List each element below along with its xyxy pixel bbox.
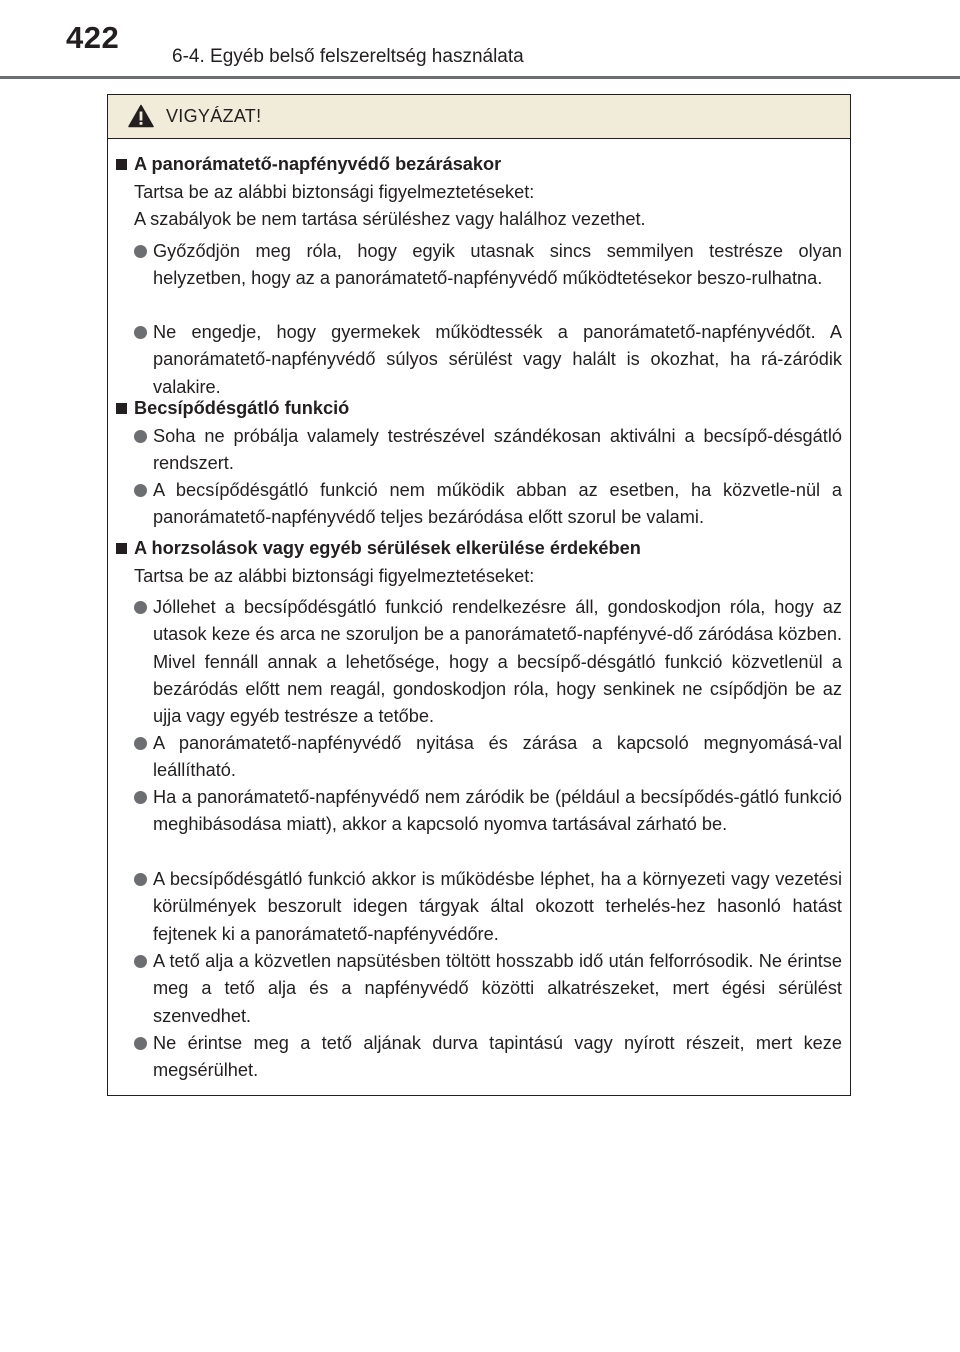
caution-box (107, 94, 851, 1096)
section-title: 6-4. Egyéb belső felszereltség használata (172, 46, 524, 67)
list-item: Ne érintse meg a tető aljának durva tapintású vagy nyírott részeit, mert keze megsérülhet. (134, 1030, 842, 1085)
list-item: A becsípődésgátló funkció nem működik abban az esetben, ha közvetle-nül a panorámatető-napfényvédő teljes bezáródása előtt szorul be valami. (134, 477, 842, 532)
list-item: Ne engedje, hogy gyermekek működtessék a panorámatető-napfényvédőt. A panorámatető-napfényvédő súlyos sérülést vagy halált is okozhat, ha rá-záródik valakire. (134, 319, 842, 401)
section-intro: Tartsa be az alábbi biztonsági figyelmeztetéseket: A szabályok be nem tartása sérüléshez vagy halálhoz vezethet. (134, 182, 646, 230)
bullet-dot-icon (134, 245, 147, 258)
list-item: A panorámatető-napfényvédő nyitása és zárása a kapcsoló megnyomásá-val leállítható. (134, 730, 842, 785)
bullet-dot-icon (134, 1037, 147, 1050)
page-header (0, 0, 960, 80)
bullet-dot-icon (134, 873, 147, 886)
square-bullet-icon (116, 159, 127, 170)
square-bullet-icon (116, 403, 127, 414)
section-heading: A panorámatető-napfényvédő bezárásakor (116, 154, 501, 175)
section-heading: Becsípődésgátló funkció (116, 398, 349, 419)
list-item: A becsípődésgátló funkció akkor is működésbe léphet, ha a környezeti vagy vezetési körülmények beszorult idegen tárgyak által okozott terhelés-hez hasonló hatást fejtenek ki a panorámatető-napfényvédőre. (134, 866, 842, 948)
section-intro: Tartsa be az alábbi biztonsági figyelmeztetéseket: (134, 566, 535, 586)
bullet-dot-icon (134, 955, 147, 968)
bullet-dot-icon (134, 326, 147, 339)
caution-title: VIGYÁZAT! (166, 106, 262, 126)
section-heading: A horzsolások vagy egyéb sérülések elkerülése érdekében (116, 538, 641, 559)
bullet-dot-icon (134, 791, 147, 804)
list-item: Jóllehet a becsípődésgátló funkció rendelkezésre áll, gondoskodjon róla, hogy az utasok keze és arca ne szoruljon be a panorámatető-napfényvé-dő záródása közben. Mivel fennáll annak a lehetősége, hogy a becsípő-désgátló funkció közvetlenül a bezáródás előtt nem reagál, gondoskodjon róla, hogy senkinek ne csípődjön be az ujja vagy egyéb testrésze a tetőbe. (134, 594, 842, 730)
bullet-dot-icon (134, 484, 147, 497)
list-item: Ha a panorámatető-napfényvédő nem záródik be (például a becsípődés-gátló funkció meghibásodása miatt), akkor a kapcsoló nyomva tartásával zárható be. (134, 784, 842, 839)
caution-header (108, 95, 850, 139)
header-divider (0, 76, 960, 79)
list-item: Soha ne próbálja valamely testrészével szándékosan aktiválni a becsípő-désgátló rendszert. (134, 423, 842, 478)
page-number: 422 (66, 20, 120, 55)
bullet-dot-icon (134, 601, 147, 614)
list-item: A tető alja a közvetlen napsütésben töltött hosszabb idő után felforrósodik. Ne érintse meg a tető alja és a napfényvédő közötti alkatrészeket, mert égési sérülést szenvedhet. (134, 948, 842, 1030)
bullet-dot-icon (134, 430, 147, 443)
list-item: Győződjön meg róla, hogy egyik utasnak sincs semmilyen testrésze olyan helyzetben, hogy az a panorámatető-napfényvédő működtetésekor beszo-rulhatna. (134, 238, 842, 293)
warning-triangle-icon (128, 104, 154, 128)
square-bullet-icon (116, 543, 127, 554)
bullet-dot-icon (134, 737, 147, 750)
